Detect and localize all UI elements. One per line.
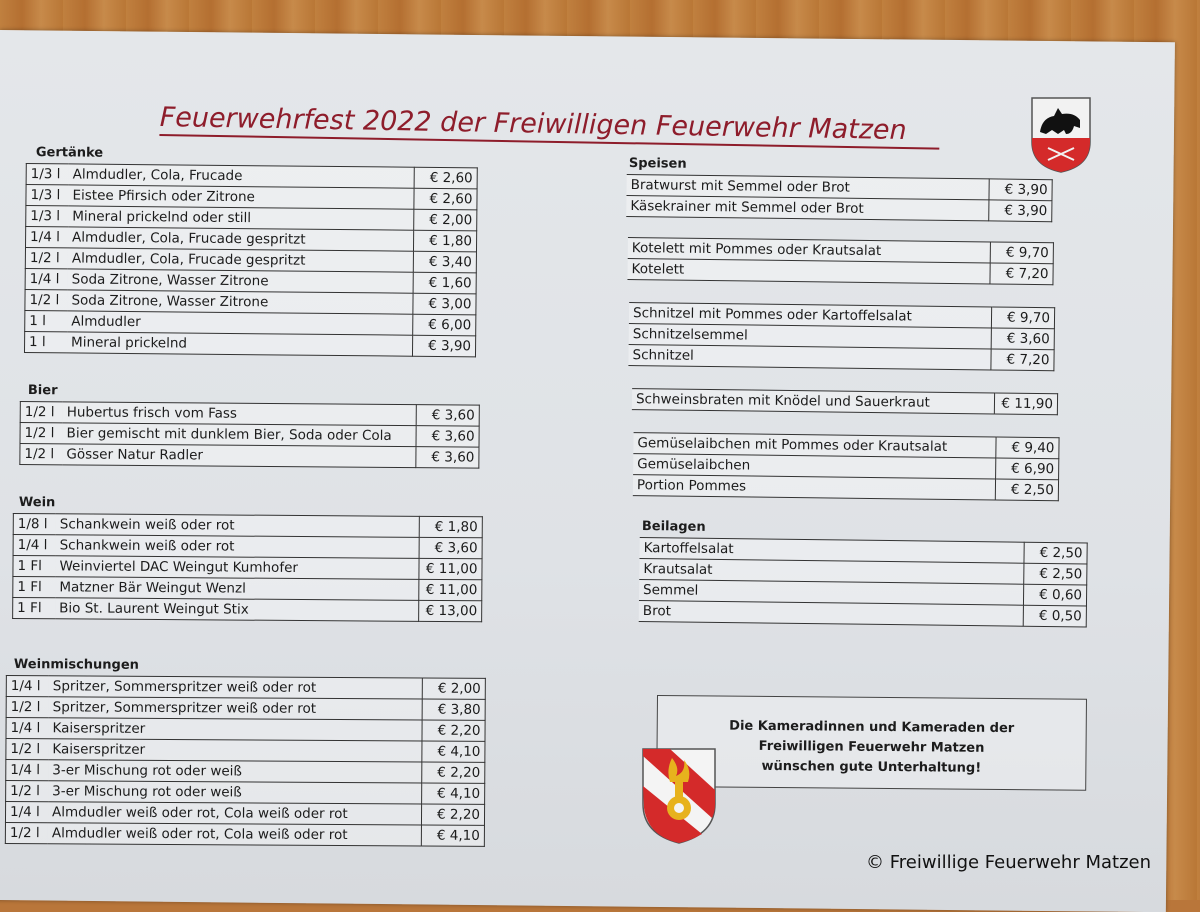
item-size: 1/4 l <box>25 268 68 289</box>
item-name: 3-er Mischung rot oder weiß <box>48 781 422 804</box>
item-price: € 2,50 <box>995 479 1058 501</box>
item-price: € 3,90 <box>412 335 475 357</box>
item-price: € 11,00 <box>419 558 482 579</box>
item-name: Schnitzel mit Pommes oder Kartoffelsalat <box>629 303 992 328</box>
item-name: Mineral prickelnd <box>67 332 413 356</box>
item-name: Gösser Natur Radler <box>62 444 416 468</box>
section-bier <box>19 381 480 469</box>
section-weinmischungen <box>5 655 486 847</box>
menu-row <box>6 739 485 763</box>
item-price: € 9,70 <box>991 307 1054 329</box>
item-size: 1/8 l <box>13 514 56 535</box>
bier-table <box>19 401 479 469</box>
item-size: 1 Fl <box>13 577 56 598</box>
item-name: Bratwurst mit Semmel oder Brot <box>626 174 989 199</box>
speisen-group-table <box>632 388 1058 415</box>
item-size: 1/3 l <box>26 206 69 227</box>
item-price: € 9,70 <box>990 242 1053 264</box>
item-price: € 0,50 <box>1023 605 1086 627</box>
item-name: Schnitzelsemmel <box>629 324 992 349</box>
item-price: € 3,40 <box>413 251 476 273</box>
item-name: Kartoffelsalat <box>639 537 1024 563</box>
item-name: Bio St. Laurent Weingut Stix <box>55 598 419 622</box>
item-name: Spritzer, Sommerspritzer weiß oder rot <box>49 697 423 720</box>
item-name: Schankwein weiß oder rot <box>56 514 420 538</box>
menu-row <box>632 389 1058 415</box>
item-price: € 3,00 <box>413 293 476 315</box>
menu-row <box>633 475 1059 501</box>
getraenke-table <box>24 163 478 357</box>
item-name: Almdudler weiß oder rot, Cola weiß oder rot <box>48 802 422 825</box>
item-price: € 2,00 <box>414 209 477 231</box>
section-heading: Speisen <box>628 156 687 172</box>
item-price: € 3,90 <box>989 179 1052 201</box>
item-name: Kaiserspritzer <box>48 718 422 741</box>
item-size: 1/4 l <box>6 718 49 739</box>
item-size: 1/4 l <box>5 802 48 823</box>
item-size: 1 Fl <box>13 598 56 619</box>
item-price: € 2,00 <box>422 678 485 699</box>
item-price: € 11,90 <box>994 393 1057 415</box>
item-price: € 2,20 <box>422 762 485 783</box>
item-price: € 13,00 <box>419 600 482 621</box>
menu-row <box>20 444 479 469</box>
item-price: € 4,10 <box>421 825 484 846</box>
item-name: Gemüselaibchen mit Pommes oder Krautsalat <box>633 433 996 458</box>
item-size: 1/4 l <box>6 760 49 781</box>
item-name: Bier gemischt mit dunklem Bier, Soda oder Cola <box>63 423 417 447</box>
fire-brigade-crest-icon <box>640 746 718 846</box>
note-line-3: wünschen gute Unterhaltung! <box>761 758 982 776</box>
copyright-notice: © Freiwillige Feuerwehr Matzen <box>866 852 1151 873</box>
weinmischungen-table <box>5 675 486 847</box>
note-line-2: Freiwilligen Feuerwehr Matzen <box>758 738 985 756</box>
item-name: Mineral prickelnd oder still <box>68 206 414 230</box>
menu-row <box>6 676 485 700</box>
item-name: Käsekrainer mit Semmel oder Brot <box>626 195 989 220</box>
item-size: 1/3 l <box>26 185 69 206</box>
item-price: € 3,60 <box>416 447 479 468</box>
section-getraenke <box>24 143 478 357</box>
item-name: Kotelett <box>627 259 990 284</box>
item-price: € 7,20 <box>991 349 1054 371</box>
item-name: Kaiserspritzer <box>48 739 422 762</box>
item-price: € 9,40 <box>996 437 1059 459</box>
item-size: 1/2 l <box>25 289 68 310</box>
page-title: Feuerwehrfest 2022 der Freiwilligen Feuerwehr Matzen <box>159 102 939 150</box>
item-name: Portion Pommes <box>633 475 996 500</box>
menu-row <box>13 598 482 622</box>
item-price: € 2,50 <box>1024 563 1087 585</box>
item-size: 1/2 l <box>25 247 68 268</box>
item-size: 1/4 l <box>25 227 68 248</box>
menu-row <box>24 331 475 356</box>
item-name: Weinviertel DAC Weingut Kumhofer <box>55 556 419 580</box>
speisen-group-table <box>627 237 1053 285</box>
item-size: 1/2 l <box>6 781 49 802</box>
item-price: € 2,50 <box>1024 542 1087 564</box>
item-name: Almdudler <box>67 311 413 335</box>
item-price: € 3,60 <box>419 537 482 558</box>
section-heading: Weinmischungen <box>13 657 139 673</box>
menu-row <box>6 718 485 742</box>
item-price: € 2,60 <box>414 188 477 210</box>
section-wein <box>12 493 483 622</box>
item-name: Krautsalat <box>639 558 1024 584</box>
item-size: 1 Fl <box>13 556 56 577</box>
section-heading: Bier <box>27 383 58 399</box>
menu-row <box>6 697 485 721</box>
item-name: Matzner Bär Weingut Wenzl <box>55 577 419 601</box>
item-name: Almdudler, Cola, Frucade gespritzt <box>68 248 414 272</box>
item-price: € 6,00 <box>413 314 476 336</box>
item-size: 1/3 l <box>26 164 69 185</box>
item-price: € 0,60 <box>1023 584 1086 606</box>
item-name: Gemüselaibchen <box>633 454 996 479</box>
item-price: € 3,80 <box>422 699 485 720</box>
wein-table <box>12 513 483 622</box>
menu-row <box>5 822 484 846</box>
menu-row <box>6 760 485 784</box>
item-size: 1/4 l <box>13 535 56 556</box>
item-size: 1/2 l <box>5 822 48 843</box>
item-price: € 4,10 <box>422 741 485 762</box>
section-beilagen <box>639 517 1088 627</box>
beilagen-table <box>639 537 1088 627</box>
item-price: € 3,60 <box>991 328 1054 350</box>
item-name: Brot <box>639 600 1024 626</box>
item-size: 1/4 l <box>6 676 49 697</box>
item-name: 3-er Mischung rot oder weiß <box>48 760 422 783</box>
speisen-group-table <box>628 302 1055 371</box>
item-name: Almdudler, Cola, Frucade <box>69 164 415 188</box>
item-price: € 2,60 <box>414 167 477 189</box>
item-price: € 3,60 <box>416 405 479 426</box>
item-size: 1 l <box>24 331 67 352</box>
speisen-group-table <box>626 174 1052 222</box>
menu-row <box>627 259 1053 285</box>
item-price: € 11,00 <box>419 579 482 600</box>
item-name: Soda Zitrone, Wasser Zitrone <box>67 290 413 314</box>
item-price: € 1,80 <box>419 516 482 537</box>
item-price: € 6,90 <box>996 458 1059 480</box>
item-name: Eistee Pfirsich oder Zitrone <box>68 185 414 209</box>
greeting-note <box>656 695 1087 791</box>
section-heading: Beilagen <box>641 519 706 535</box>
item-name: Hubertus frisch vom Fass <box>63 402 417 426</box>
speisen-group-table <box>633 432 1060 501</box>
item-name: Spritzer, Sommerspritzer weiß oder rot <box>49 676 423 699</box>
item-price: € 1,60 <box>413 272 476 294</box>
section-heading: Wein <box>18 495 56 511</box>
item-price: € 7,20 <box>990 263 1053 285</box>
item-size: 1/2 l <box>20 444 63 465</box>
item-size: 1/2 l <box>6 697 49 718</box>
section-heading: Gertänke <box>35 145 104 161</box>
item-size: 1/2 l <box>20 423 63 444</box>
item-name: Schankwein weiß oder rot <box>56 535 420 559</box>
item-price: € 3,60 <box>416 426 479 447</box>
item-price: € 1,80 <box>413 230 476 252</box>
menu-row <box>6 781 485 805</box>
item-price: € 2,20 <box>422 720 485 741</box>
menu-row <box>628 345 1054 371</box>
menu-row <box>626 195 1052 221</box>
item-size: 1/2 l <box>20 402 63 423</box>
item-name: Schnitzel <box>628 345 991 370</box>
item-name: Almdudler, Cola, Frucade gespritzt <box>68 227 414 251</box>
item-price: € 3,90 <box>989 200 1052 222</box>
item-price: € 4,10 <box>422 783 485 804</box>
item-price: € 2,20 <box>421 804 484 825</box>
note-line-1: Die Kameradinnen und Kameraden der <box>729 718 1015 737</box>
item-name: Soda Zitrone, Wasser Zitrone <box>68 269 414 293</box>
item-name: Schweinsbraten mit Knödel und Sauerkraut <box>632 389 995 414</box>
item-name: Almdudler weiß oder rot, Cola weiß oder rot <box>48 823 422 846</box>
section-speisen <box>623 154 1063 501</box>
item-size: 1/2 l <box>6 739 49 760</box>
item-name: Semmel <box>639 579 1024 605</box>
menu-row <box>5 802 484 826</box>
item-size: 1 l <box>25 310 68 331</box>
item-name: Kotelett mit Pommes oder Krautsalat <box>628 238 991 263</box>
